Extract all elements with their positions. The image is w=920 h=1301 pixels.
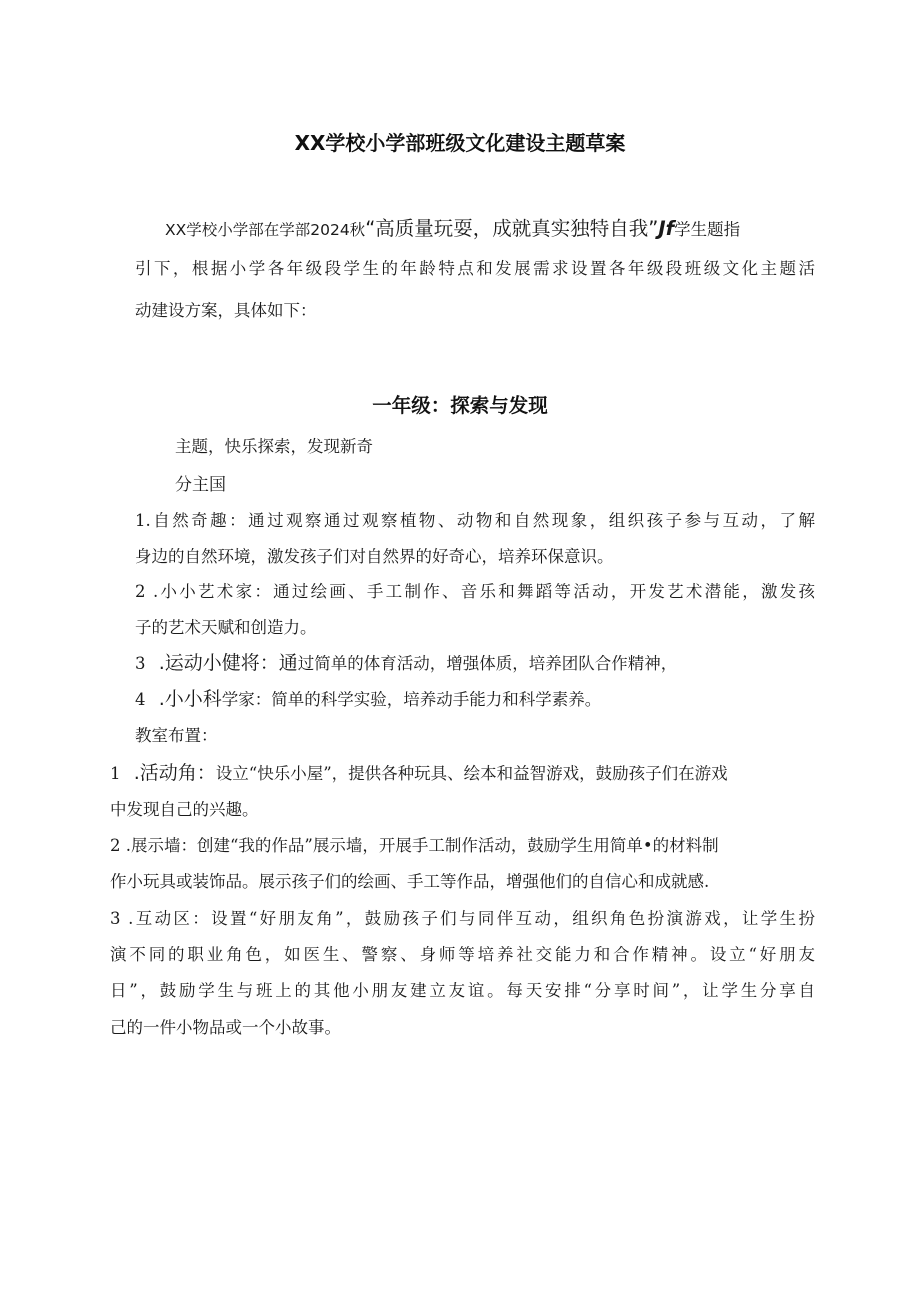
classroom-item-1-label: .活动角： [133, 762, 216, 784]
classroom-item-2-line-1 [110, 832, 719, 856]
item-3-text: 过简单的体育活动，增强体质，培养团队合作精神， [297, 654, 678, 673]
grade1-sub-heading: 分主国 [175, 475, 226, 495]
grade1-theme: 主题，快乐探索，发现新奇 [175, 437, 373, 456]
classroom-item-3-line-3: 日”，鼓励学生与班上的其他小朋友建立友谊。每天安排“分享时间”，让学生分享自 [110, 981, 815, 1000]
item-1-line-2: 身边的自然环境，激发孩子们对自然界的好奇心，培养环保意识。 [135, 547, 614, 566]
classroom-item-2-line-2: 作小玩具或装饰品。展示孩子们的绘画、手工等作品，增强他们的自信心和成就感. [110, 872, 710, 891]
item-4-label: .小小科 [158, 688, 222, 710]
classroom-item-1-number: 1 [110, 764, 121, 783]
intro-line-3: 动建设方案，具体如下： [135, 301, 317, 320]
classroom-item-2-label: 2 .展示墙： [110, 836, 197, 855]
classroom-item-3-line-4: 己的一件小物品或一个小故事。 [110, 1018, 341, 1037]
classroom-item-1-line-2: 中发现自己的兴趣。 [110, 800, 259, 819]
item-1-line-1: 1.自然奇趣：通过观察通过观察植物、动物和自然现象，组织孩子参与互动，了解 [135, 511, 815, 530]
item-2-line-2: 子的艺术天赋和创造力。 [135, 618, 317, 637]
intro-line-1-part-c: Jf [658, 217, 675, 240]
classroom-item-2-text: 创建“我的作品”展示墙，开展手工制作活动，鼓励学生用简单•的材料制 [197, 836, 719, 855]
grade1-heading: 一年级：探索与发现 [372, 394, 548, 417]
intro-line-1-part-d: 学生题指 [674, 220, 741, 239]
intro-line-1 [165, 213, 740, 241]
item-3 [135, 648, 677, 675]
item-3-label: .运动小健将：通 [158, 652, 298, 674]
item-4-number: 4 [135, 690, 146, 709]
classroom-heading: 教室布置： [135, 726, 218, 745]
document-title: XX学校小学部班级文化建设主题草案 [294, 131, 626, 155]
classroom-item-1-line-1 [110, 758, 728, 785]
classroom-item-3-line-2: 演不同的职业角色，如医生、警察、身师等培养社交能力和合作精神。设立“好朋友 [110, 945, 815, 964]
item-4-text: 学家：简单的科学实验，培养动手能力和科学素养。 [221, 690, 602, 709]
item-3-number: 3 [135, 654, 146, 673]
classroom-item-1-text: 设立“快乐小屋”，提供各种玩具、绘本和益智游戏，鼓励孩子们在游戏 [215, 764, 728, 783]
intro-line-1-part-b: “高质量玩耍，成就真实独特自我” [365, 217, 659, 240]
classroom-item-3-line-1: 3 .互动区：设置“好朋友角”，鼓励孩子们与同伴互动，组织角色扮演游戏，让学生扮 [110, 909, 815, 928]
item-4 [135, 684, 601, 711]
item-2-line-1: 2 .小小艺术家：通过绘画、手工制作、音乐和舞蹈等活动，开发艺术潜能，激发孩 [135, 582, 815, 601]
intro-line-1-part-a: XX学校小学部在学部2024秋 [165, 221, 366, 239]
intro-line-2: 引下，根据小学各年级段学生的年龄特点和发展需求设置各年级段班级文化主题活 [135, 259, 815, 278]
